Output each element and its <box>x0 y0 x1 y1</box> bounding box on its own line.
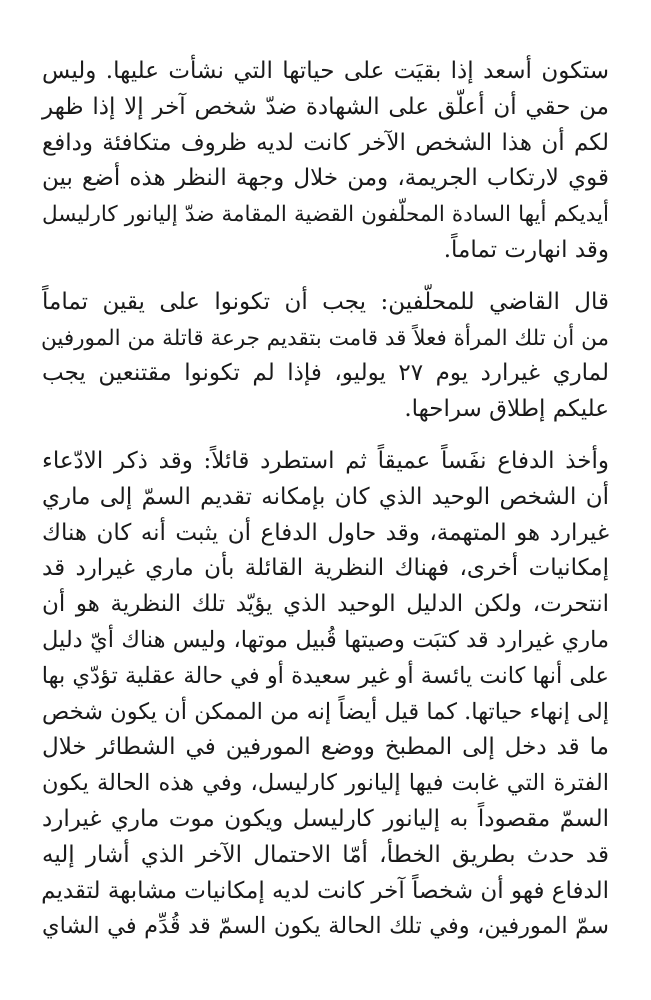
text-line: السمّ مقصوداً به إليانور كارليسل ويكون موت ماري غيرارد <box>42 805 609 832</box>
text-line: إلى إنهاء حياتها. كما قيل أيضاً إنه من الممكن أن يكون شخص <box>42 698 609 725</box>
text-line: ستكون أسعد إذا بقيَت على حياتها التي نشأت عليها. وليس <box>42 58 609 84</box>
text-line: قال القاضي للمحلّفين: يجب أن تكونوا على يقين تماماً <box>42 288 609 315</box>
text-line: إمكانيات أخرى، فهناك النظرية القائلة بأن ماري غيرارد قد <box>42 555 609 582</box>
text-line: لماري غيرارد يوم ٢٧ يوليو، فإذا لم تكونوا مقتنعين يجب <box>42 360 609 387</box>
text-line: أيديكم أيها السادة المحلّفون القضية المقامة ضدّ إليانور كارليسل <box>42 202 609 228</box>
text-line: غيرارد هو المتهمة، وقد حاول الدفاع أن يثبت أنه كان هناك <box>42 519 609 546</box>
text-line: الفترة التي غابت فيها إليانور كارليسل، وفي هذه الحالة يكون <box>42 770 609 797</box>
text-line: عليكم إطلاق سراحها. <box>404 396 609 423</box>
paragraph-2 <box>42 285 609 428</box>
text-line: سمّ المورفين، وفي تلك الحالة يكون السمّ قد قُدِّم في الشاي <box>42 913 609 940</box>
paragraph-3 <box>42 444 609 945</box>
text-line: أن الشخص الوحيد الذي كان بإمكانه تقديم السمّ إلى ماري <box>42 483 609 510</box>
text-line: ما قد دخل إلى المطبخ ووضع المورفين في الشطائر خلال <box>42 734 609 761</box>
text-line: وأخذ الدفاع نفَساً عميقاً ثم استطرد قائلاً: وقد ذكر الادّعاء <box>42 447 609 474</box>
text-line: لكم أن هذا الشخص الآخر كانت لديه ظروف متكافئة ودافع <box>42 129 609 156</box>
paragraph-1 <box>42 54 609 269</box>
text-line: قد حدث بطريق الخطأ، أمّا الاحتمال الآخر الذي أشار إليه <box>42 841 609 868</box>
text-line: ماري غيرارد قد كتبَت وصيتها قُبيل موتها، وليس هناك أيّ دليل <box>42 626 609 653</box>
text-line: قوي لارتكاب الجريمة، ومن خلال وجهة النظر هذه أضع بين <box>42 165 609 192</box>
text-line: من حقي أن أعلّق على الشهادة ضدّ شخص آخر إلا إذا ظهر <box>42 93 609 120</box>
text-line: على أنها كانت يائسة أو غير سعيدة أو في حالة عقلية تؤدّي بها <box>41 662 609 689</box>
text-line: من أن تلك المرأة فعلاً قد قامت بتقديم جرعة قاتلة من المورفين <box>41 325 609 351</box>
text-line: انتحرت، ولكن الدليل الوحيد الذي يؤيّد تلك النظرية هو أن <box>42 591 609 618</box>
text-line: وقد انهارت تماماً. <box>443 236 609 263</box>
text-line: الدفاع فهو أن شخصاً آخر كانت لديه إمكانيات مشابهة لتقديم <box>41 877 609 904</box>
